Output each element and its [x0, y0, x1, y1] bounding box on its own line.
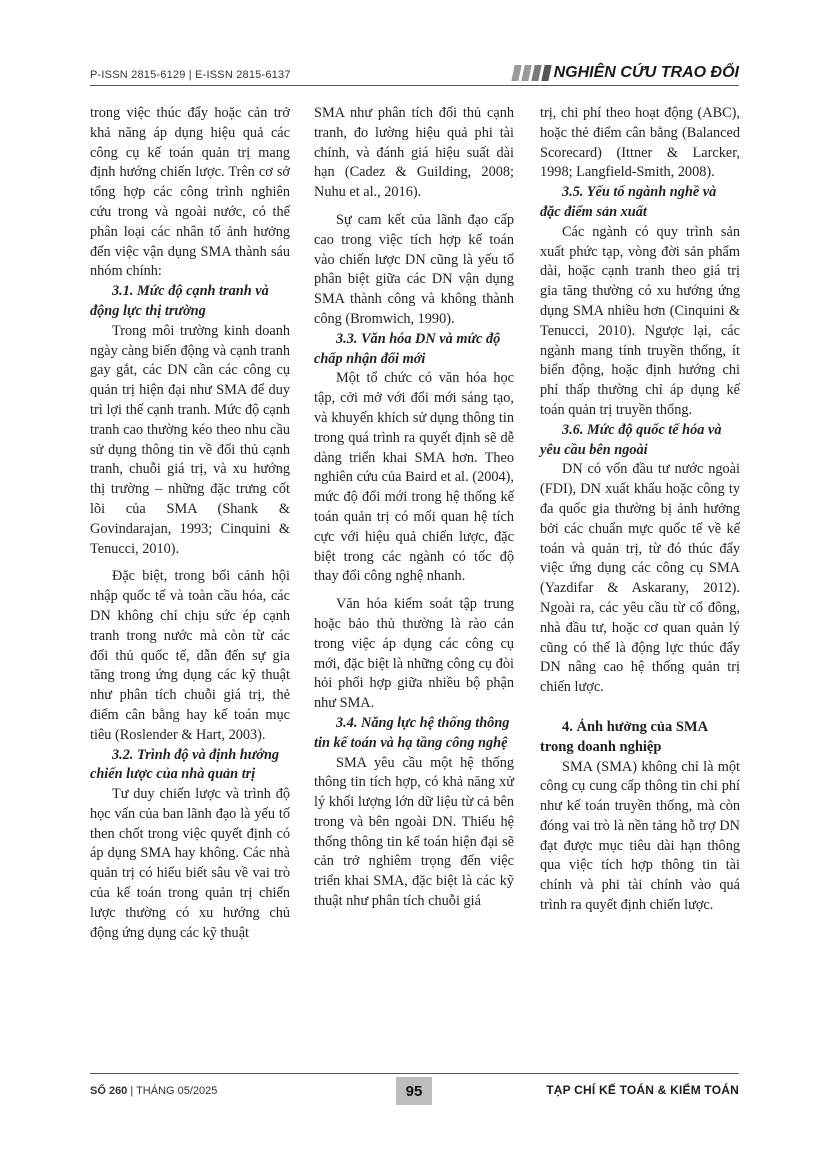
- page-number: 95: [396, 1077, 432, 1105]
- paragraph: SMA như phân tích đối thủ cạnh tranh, đo lường hiệu quả phi tài chính, và đánh giá hiệu suất dài hạn (Cadez & Guilding, 2008; Nuhu et al., 2016).: [314, 105, 514, 201]
- paragraph: trong việc thúc đẩy hoặc cản trở khả năng áp dụng hiệu quả các công cụ kế toán quản trị mang định hướng chiến lược. Trên cơ sở tổng hợp các công trình nghiên cứu trong và ngoài nước, có thể phân loại các nhân tố ảnh hưởng đến việc vận dụng SMA thành sáu nhóm chính:: [90, 105, 290, 280]
- column-3: [540, 104, 740, 916]
- subheading-3-5: 3.5. Yếu tố ngành nghề và đặc điểm sản xuất: [540, 184, 717, 220]
- paragraph: DN có vốn đầu tư nước ngoài (FDI), DN xuất khẩu hoặc công ty đa quốc gia thường bị ảnh hưởng bởi các chuẩn mực quốc tế về kế toán và quản trị, từ đó thúc đẩy việc ứng dụng các công cụ SMA (Yazdifar & Askarany, 2012). Ngoài ra, các yêu cầu từ cổ đông, nhà đầu tư, hoặc cơ quan quản lý cũng có thể là động lực thúc đẩy DN nâng cao hệ thống quản trị chiến lược.: [540, 461, 740, 696]
- section-title: NGHIÊN CỨU TRAO ĐỔI: [553, 64, 739, 81]
- paragraph: trị, chi phí theo hoạt động (ABC), hoặc thẻ điểm cân bằng (Balanced Scorecard) (Ittner & Larcker, 1998; Langfield-Smith, 2008).: [540, 105, 740, 181]
- paragraph: Các ngành có quy trình sản xuất phức tạp, vòng đời sản phẩm dài, hoặc cạnh tranh theo giá trị gia tăng thường có xu hướng ứng dụng SMA nhiều hơn (Cinquini & Tenucci, 2010). Ngược lại, các ngành mang tính truyền thống, ít biến động, hoặc định hướng chi phí thấp thường chỉ áp dụng kế toán quản trị truyền thống.: [540, 223, 740, 418]
- header-divider: [90, 85, 739, 86]
- section-heading-4: 4. Ảnh hưởng của SMA trong doanh nghiệp: [540, 718, 708, 755]
- issue-number: SỐ 260: [90, 1085, 128, 1097]
- issue-date: | THÁNG 05/2025: [127, 1085, 218, 1097]
- paragraph: Văn hóa kiểm soát tập trung hoặc bảo thủ thường là rào cản trong việc áp dụng các công cụ mới, đặc biệt là những công cụ đòi hỏi phối hợp giữa nhiều bộ phận như SMA.: [314, 596, 514, 712]
- paragraph: SMA yêu cầu một hệ thống thông tin tích hợp, có khả năng xử lý khối lượng lớn dữ liệu từ cả bên trong và bên ngoài DN. Thiếu hệ thống thông tin kế toán hiện đại sẽ cản trở nghiêm trọng đến việc triển khai SMA, đặc biệt là các kỹ thuật như phân tích chuỗi giá: [314, 754, 514, 910]
- subheading-3-2: 3.2. Trình độ và định hướng chiến lược của nhà quản trị: [90, 746, 280, 783]
- column-2: [314, 104, 514, 912]
- paragraph: Một tổ chức có văn hóa học tập, cởi mở với đổi mới sáng tạo, và khuyến khích sử dụng thông tin trong quá trình ra quyết định sẽ dễ dàng triển khai SMA hơn. Theo nghiên cứu của Baird et al. (2004), mức độ đổi mới trong hệ thống kế toán quản trị có mối quan hệ tích cực với hiệu quả chiến lược, đặc biệt trong các ngành có tốc độ thay đổi công nghệ nhanh.: [314, 370, 514, 585]
- article-body: [90, 104, 740, 1054]
- decorative-bars-icon: [513, 65, 550, 81]
- paragraph: Sự cam kết của lãnh đạo cấp cao trong việc tích hợp kế toán vào chiến lược DN cũng là yếu tố phân biệt giữa các DN vận dụng SMA thành công và không thành công (Bromwich, 1990).: [314, 211, 514, 327]
- subheading-3-1: 3.1. Mức độ cạnh tranh và động lực thị trường: [90, 283, 269, 319]
- paragraph: Trong môi trường kinh doanh ngày càng biến động và cạnh tranh gay gắt, các DN cần các công cụ quản trị hiện đại như SMA để duy trì lợi thế cạnh tranh. Mức độ cạnh tranh cao thường kéo theo nhu cầu sử dụng thông tin về đối thủ cạnh tranh, chuỗi giá trị, và xu hướng thị trường – những đặc trưng cốt lõi của SMA (Shank & Govindarajan, 1993; Cinquini & Tenucci, 2010).: [90, 322, 290, 557]
- subheading-3-6: 3.6. Mức độ quốc tế hóa và yêu cầu bên ngoài: [540, 421, 722, 458]
- paragraph: Tư duy chiến lược và trình độ học vấn của ban lãnh đạo là yếu tố then chốt trong việc quyết định có áp dụng SMA hay không. Các nhà quản trị có hiểu biết sâu về vai trò của kế toán trong quản trị chiến lược thường có xu hướng chủ động ứng dụng các kỹ thuật: [90, 786, 290, 941]
- footer-divider: [90, 1073, 739, 1074]
- section-header: [513, 64, 739, 82]
- column-1: [90, 104, 290, 943]
- paragraph: Đặc biệt, trong bối cảnh hội nhập quốc tế và toàn cầu hóa, các DN không chỉ chịu sức ép cạnh tranh trong nước mà còn từ các đối thủ quốc tế, dẫn đến sự gia tăng trong ứng dụng các kỹ thuật như phân tích chuỗi giá trị, thẻ điểm cân bằng hay kế toán mục tiêu (Roslender & Hart, 2003).: [90, 568, 290, 743]
- journal-name: TẠP CHÍ KẾ TOÁN & KIỂM TOÁN: [546, 1083, 739, 1097]
- paragraph: SMA (SMA) không chỉ là một công cụ cung cấp thông tin chi phí như kế toán truyền thống, mà còn đóng vai trò là nền tảng hỗ trợ DN đạt được mục tiêu dài hạn thông qua việc tích hợp thông tin tài chính và phi tài chính vào quá trình ra quyết định chiến lược.: [540, 758, 740, 914]
- subheading-3-3: 3.3. Văn hóa DN và mức độ chấp nhận đổi mới: [314, 330, 501, 367]
- issn-line: P-ISSN 2815-6129 | E-ISSN 2815-6137: [90, 69, 291, 81]
- issue-info: [90, 1085, 217, 1097]
- subheading-3-4: 3.4. Năng lực hệ thống thông tin kế toán và hạ tầng công nghệ: [314, 714, 510, 751]
